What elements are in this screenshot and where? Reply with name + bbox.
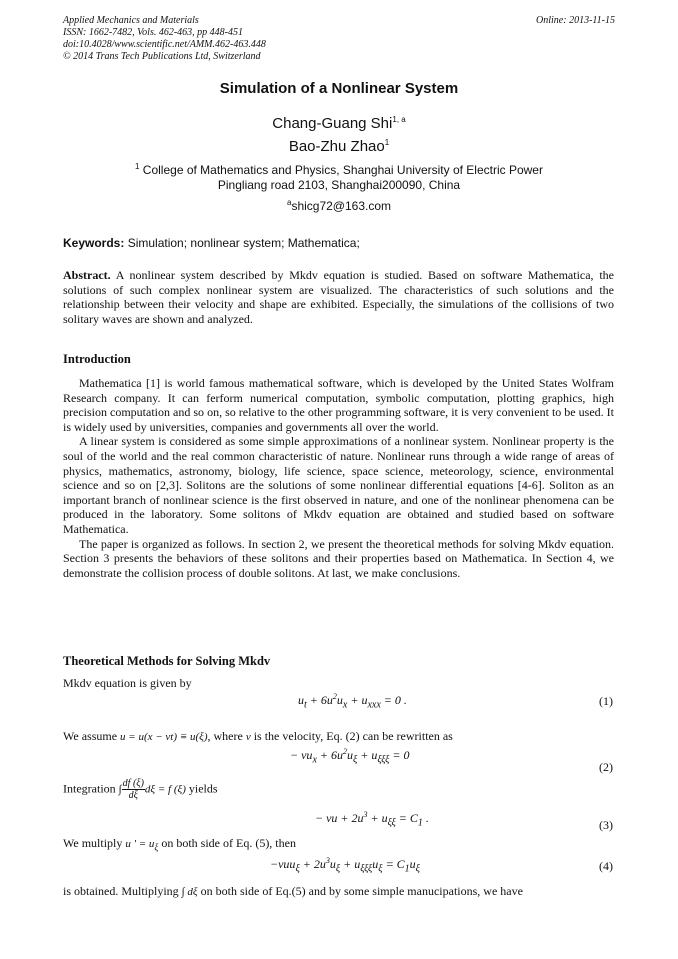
integration-formula: dξ = f (ξ)	[144, 783, 186, 796]
affiliation-line-1	[0, 163, 678, 178]
doi-line[interactable]: doi:10.4028/www.scientific.net/AMM.462-463.448	[63, 39, 266, 50]
theory-line-1: Mkdv equation is given by	[63, 676, 192, 690]
intro-paragraph-3: The paper is organized as follows. In section 2, we present the theoretical methods for solving Mkdv equation. Section 3 presents the behaviors of these solitons and their properties based on Mathematica. In Section 4, we demonstrate the collision process of double solitons. At last, we make conclusions.	[63, 536, 614, 580]
affiliation-line-2: Pingliang road 2103, Shanghai200090, China	[217, 178, 461, 192]
abstract-text: A nonlinear system described by Mkdv equation is studied. Based on software Mathematica, the solutions of such complex nonlinear system are visualized. The characteristics of such solutions and the relationship between their velocity and shape are exhibited. Especially, the simulations of the collisions of two solitary waves are shown and analyzed.	[63, 268, 614, 326]
equation-4-number: (4)	[599, 859, 613, 873]
author-name: Chang-Guang Shi	[272, 115, 393, 132]
multiply-text: We multiply	[63, 836, 126, 850]
theory-line-3	[63, 778, 218, 801]
assumption-formula: u = u(x − vt) ≡ u(ξ)	[120, 731, 208, 743]
equation-1: $u_t + 6u^2u_x + u_{xxx} = 0$ .	[298, 692, 407, 711]
manipulations-text: on both side of Eq.(5) and by some simple manucipations, we have	[197, 884, 523, 898]
introduction-body	[63, 376, 614, 580]
keywords-text: Simulation; nonlinear system; Mathematica;	[124, 236, 360, 250]
integration-text: Integration	[63, 781, 119, 796]
paper-title: Simulation of a Nonlinear System	[219, 80, 459, 97]
journal-metadata	[63, 15, 266, 63]
derivative-fraction: $\frac{df (\xi)}{d\xi}$	[122, 778, 144, 801]
issn-line: ISSN: 1662-7482, Vols. 462-463, pp 448-451	[63, 27, 243, 38]
theory-line-2	[63, 729, 453, 744]
equation-3-number: (3)	[599, 818, 613, 832]
equation-3: − vu + $2u^3 + u_{\xi\xi} = C_1$ .	[315, 810, 429, 829]
author-2	[0, 138, 678, 155]
introduction-heading: Introduction	[63, 352, 131, 366]
author-sup: 1	[384, 138, 390, 147]
equation-2: − $vu_x + 6u^2u_\xi + u_{\xi\xi\xi} = 0$	[290, 747, 410, 766]
yields-text: yields	[185, 781, 218, 796]
then-text: on both side of Eq. (5), then	[158, 836, 296, 850]
intro-paragraph-2: A linear system is considered as some simple approximations of a nonlinear system. Nonlinear property is the soul of the world and the real common characteristic of nature. Nonlinear runs through a wide range of areas of physics, mathematics, astronomy, biology, life science, space science, meteorology, science, environmental science and so on [2,3]. Solitons are the solutions of some nonlinear differential equations [4-6]. Soliton as an important branch of nonlinear science is the first observed in nature, and one of the nonlinear phenomena can be produced in the laboratory. Some solitons of Mkdv equation are obtained and studied based on software Mathematica.	[63, 434, 614, 536]
abstract	[63, 268, 614, 326]
velocity-symbol: v	[245, 731, 251, 743]
integral-dxi: ∫ dξ	[181, 886, 198, 898]
online-date: Online: 2013-11-15	[536, 15, 615, 26]
journal-name: Applied Mechanics and Materials	[63, 15, 199, 26]
velocity-text: is the velocity, Eq. (2) can be rewritten as	[250, 729, 453, 743]
copyright-line: © 2014 Trans Tech Publications Ltd, Switzerland	[63, 51, 261, 62]
theory-line-5	[63, 884, 523, 899]
equation-1-number: (1)	[599, 694, 613, 708]
multiplier-formula: u ' = $u_\xi$	[125, 838, 159, 853]
where-text: , where	[207, 729, 246, 743]
keywords	[63, 236, 360, 250]
equation-2-number: (2)	[599, 760, 613, 774]
affiliation-sup: 1	[135, 162, 140, 171]
theory-heading: Theoretical Methods for Solving Mkdv	[63, 654, 271, 668]
author-sup: 1, a	[392, 115, 406, 124]
obtained-text: is obtained. Multiplying	[63, 884, 182, 898]
email-sup: a	[286, 198, 292, 207]
assume-text: We assume	[63, 729, 121, 743]
author-1	[0, 115, 678, 132]
keywords-label: Keywords:	[63, 236, 125, 250]
abstract-label: Abstract.	[63, 268, 111, 282]
email-address[interactable]: shicg72@163.com	[291, 199, 392, 213]
affiliation-email	[0, 199, 678, 214]
equation-4: $-vuu_\xi + 2u^3u_\xi + u_{\xi\xi\xi}u_\xi = C_1u_\xi$	[270, 856, 420, 875]
author-name: Bao-Zhu Zhao	[288, 138, 385, 155]
integral-sign: ∫	[118, 783, 122, 796]
theory-line-4	[63, 836, 296, 852]
intro-paragraph-1: Mathematica [1] is world famous mathematical software, which is developed by the United States Wolfram Research company. It can ferform numerical computation, symbolic computation, plotting graphics, high precision computation and so on, so relative to the other programming software, it is very convenient to be used. It is widely used by universities, companies and governments all over the world.	[63, 376, 614, 434]
affiliation-text: College of Mathematics and Physics, Shanghai University of Electric Power	[142, 163, 543, 177]
